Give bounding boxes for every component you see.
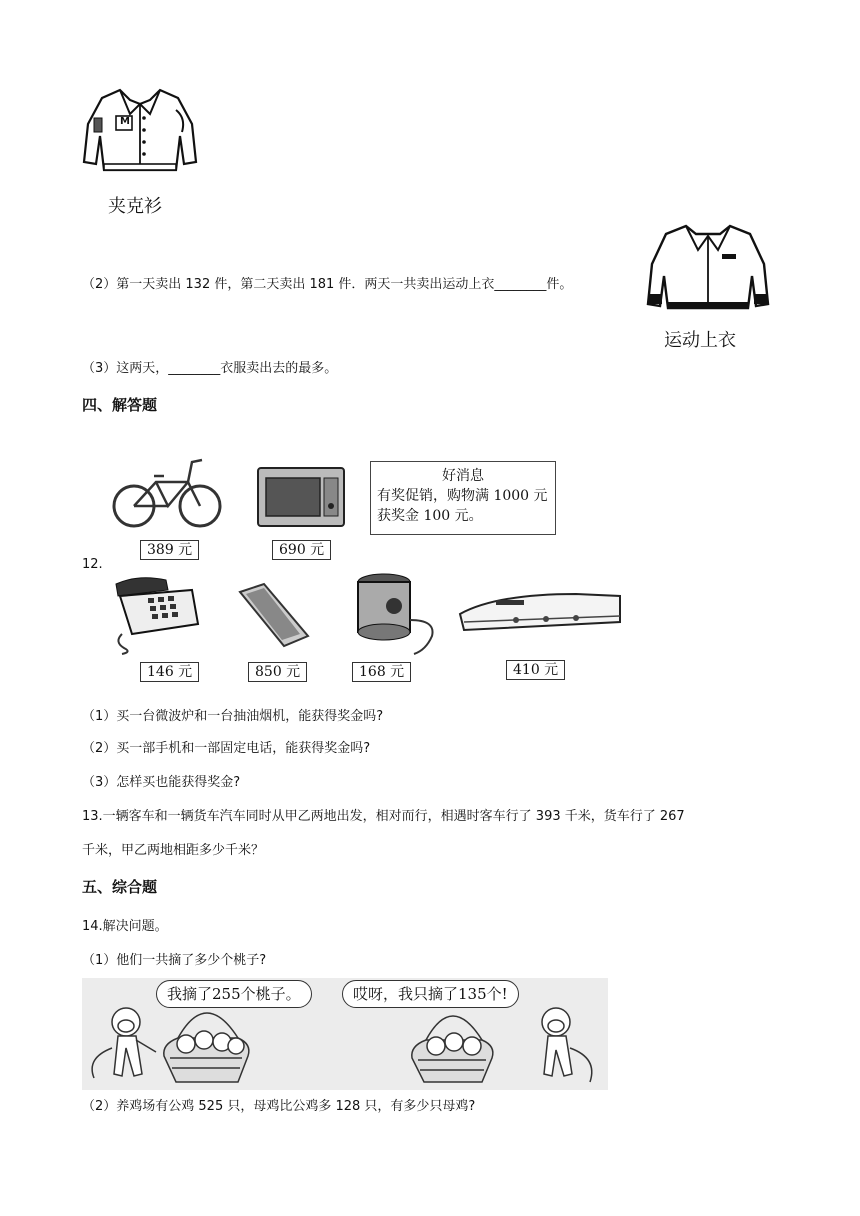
mobile-phone-picture (234, 584, 314, 648)
telephone-icon (108, 574, 200, 654)
rice-cooker-icon (354, 570, 444, 656)
jacket-illustration (82, 84, 198, 174)
notice-title: 好消息 (442, 468, 484, 484)
rice-cooker-price: 168 元 (352, 662, 411, 682)
sport-coat-caption: 运动上衣 (664, 330, 736, 351)
jacket-caption: 夹克衫 (108, 196, 162, 217)
monkey-scene (82, 978, 608, 1090)
q12-sub-3: （3）怎样买也能获得奖金? (82, 775, 241, 790)
left-basket-icon (164, 1013, 249, 1082)
q12-sub-2: （2）买一部手机和一部固定电话，能获得奖金吗? (82, 741, 371, 756)
telephone-price: 146 元 (140, 662, 199, 682)
section-5-heading: 五、综合题 (82, 878, 158, 896)
question-13-line-2: 千米，甲乙两地相距多少千米？ (82, 843, 265, 858)
right-speech-bubble: 哎呀，我只摘了135个! (342, 980, 519, 1008)
sport-coat-illustration (646, 220, 770, 310)
q14-sub-2: （2）养鸡场有公鸡 525 只，母鸡比公鸡多 128 只，有多少只母鸡? (82, 1099, 476, 1114)
range-hood-icon (456, 592, 624, 634)
range-hood-picture (456, 592, 624, 634)
bicycle-picture (110, 446, 226, 536)
bicycle-icon (110, 446, 226, 536)
promotion-notice (370, 461, 556, 535)
question-2: （2）第一天卖出 132 件，第二天卖出 181 件．两天一共卖出运动上衣________件。 (82, 277, 573, 292)
microwave-price: 690 元 (272, 540, 331, 560)
question-13-line-1: 13.一辆客车和一辆货车汽车同时从甲乙两地出发，相对而行，相遇时客车行了 393 千米，货车行了 267 (82, 809, 685, 824)
range-hood-price: 410 元 (506, 660, 565, 680)
jacket-icon (82, 84, 198, 174)
sport-coat-icon (646, 220, 770, 310)
question-14: 14.解决问题。 (82, 919, 168, 934)
mobile-phone-price: 850 元 (248, 662, 307, 682)
right-monkey-icon (542, 1008, 592, 1082)
telephone-picture (108, 574, 200, 654)
question-3: （3）这两天，________衣服卖出去的最多。 (82, 361, 338, 376)
section-4-heading: 四、解答题 (82, 396, 158, 414)
mobile-phone-icon (234, 584, 314, 648)
jacket-letter: M (120, 116, 130, 127)
question-12-number: 12. (82, 557, 103, 572)
left-speech-bubble: 我摘了255个桃子。 (156, 980, 312, 1008)
q14-sub-1: （1）他们一共摘了多少个桃子? (82, 953, 267, 968)
rice-cooker-picture (354, 570, 444, 656)
right-basket-icon (412, 1016, 493, 1082)
notice-line-2: 获奖金 100 元。 (377, 508, 483, 524)
bicycle-price: 389 元 (140, 540, 199, 560)
microwave-icon (256, 466, 346, 528)
left-monkey-icon (92, 1008, 156, 1078)
q12-sub-1: （1）买一台微波炉和一台抽油烟机，能获得奖金吗? (82, 709, 384, 724)
notice-line-1: 有奖促销，购物满 1000 元 (377, 488, 548, 504)
microwave-picture (256, 466, 346, 528)
